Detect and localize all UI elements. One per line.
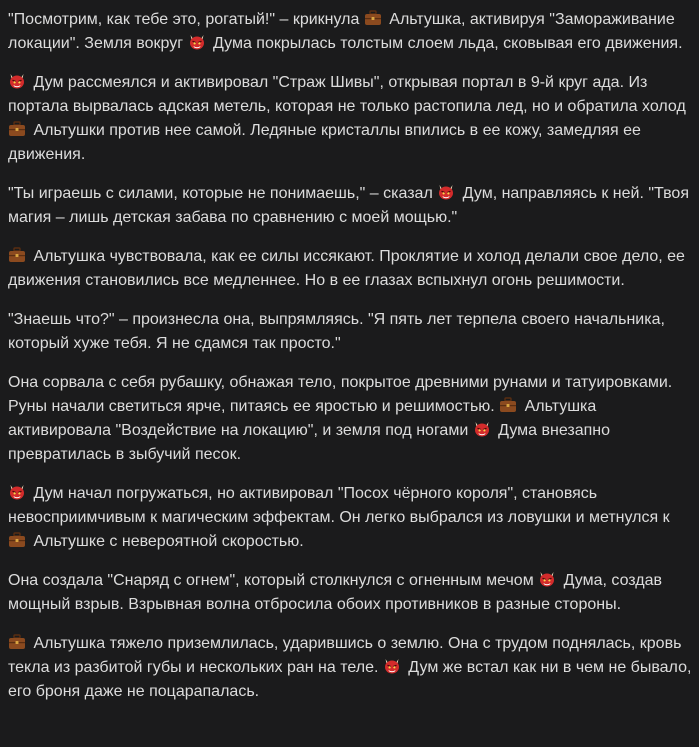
paragraph-text: Она сорвала с себя рубашку, обнажая тело, покрытое древними рунами и татуировками. Руны начали светиться ярче, питаясь ее яростью и решимостью. (8, 374, 673, 415)
briefcase-emoji (364, 10, 382, 26)
paragraph-text: Она создала "Снаряд с огнем", который столкнулся с огненным мечом (8, 572, 539, 589)
red-ogre-mask-emoji (8, 484, 26, 500)
paragraph-text: Дум, направляясь к ней. "Твоя магия – лишь детская забава по сравнению с моей мощью." (8, 185, 689, 226)
red-ogre-mask-emoji (383, 658, 401, 674)
story-paragraph (8, 482, 694, 554)
briefcase-emoji (499, 397, 517, 413)
paragraph-text: Альтушка тяжело приземлилась, ударившись о землю. Она с трудом поднялась, кровь текла из разбитой губы и нескольких ран на теле. (8, 635, 682, 676)
red-ogre-mask-emoji (473, 421, 491, 437)
story-paragraph (8, 71, 694, 167)
briefcase-emoji (8, 247, 26, 263)
red-ogre-mask-emoji (437, 184, 455, 200)
paragraph-text: Альтушке с невероятной скоростью. (29, 533, 304, 550)
briefcase-emoji (8, 532, 26, 548)
paragraph-text: Дум рассмеялся и активировал "Страж Шивы", открывая портал в 9-й круг ада. Из портала вырвалась адская метель, которая не только растопила лед, но и обратила холод (8, 74, 686, 115)
story-paragraph (8, 632, 694, 704)
briefcase-emoji (8, 121, 26, 137)
story-paragraph (8, 569, 694, 617)
paragraph-text: Альтушка, активируя "Замораживание локации". Земля вокруг (8, 11, 675, 52)
paragraph-text: Дум же встал как ни в чем не бывало, его броня даже не поцарапалась. (8, 659, 692, 700)
paragraph-text: Альтушка активировала "Воздействие на локацию", и земля под ногами (8, 398, 597, 439)
red-ogre-mask-emoji (8, 73, 26, 89)
red-ogre-mask-emoji (188, 34, 206, 50)
paragraph-text: Альтушка чувствовала, как ее силы иссякают. Проклятие и холод делали свое дело, ее движения становились все медленнее. Но в ее глазах вспыхнул огонь решимости. (8, 248, 685, 289)
red-ogre-mask-emoji (538, 571, 556, 587)
paragraph-text: "Посмотрим, как тебе это, рогатый!" – крикнула (8, 11, 364, 28)
paragraph-text: Дума внезапно превратилась в зыбучий песок. (8, 422, 611, 463)
story-paragraph (8, 308, 694, 356)
story-paragraph (8, 245, 694, 293)
briefcase-emoji (8, 634, 26, 650)
paragraph-text: Дума покрылась толстым слоем льда, сковывая его движения. (208, 35, 683, 52)
paragraph-text: Дума, создав мощный взрыв. Взрывная волна отбросила обоих противников в разные стороны. (8, 572, 662, 613)
story-paragraph (8, 371, 694, 467)
story-paragraph (8, 182, 694, 230)
story-paragraph (8, 8, 694, 56)
paragraph-text: "Знаешь что?" – произнесла она, выпрямляясь. "Я пять лет терпела своего начальника, который хуже тебя. Я не сдамся так просто." (8, 311, 665, 352)
paragraph-text: Альтушки против нее самой. Ледяные кристаллы впились в ее кожу, замедляя ее движения. (8, 122, 641, 163)
paragraph-text: "Ты играешь с силами, которые не понимаешь," – сказал (8, 185, 438, 202)
paragraph-text: Дум начал погружаться, но активировал "Посох чёрного короля", становясь невосприимчивым к магическим эффектам. Он легко выбрался из ловушки и метнулся к (8, 485, 670, 526)
